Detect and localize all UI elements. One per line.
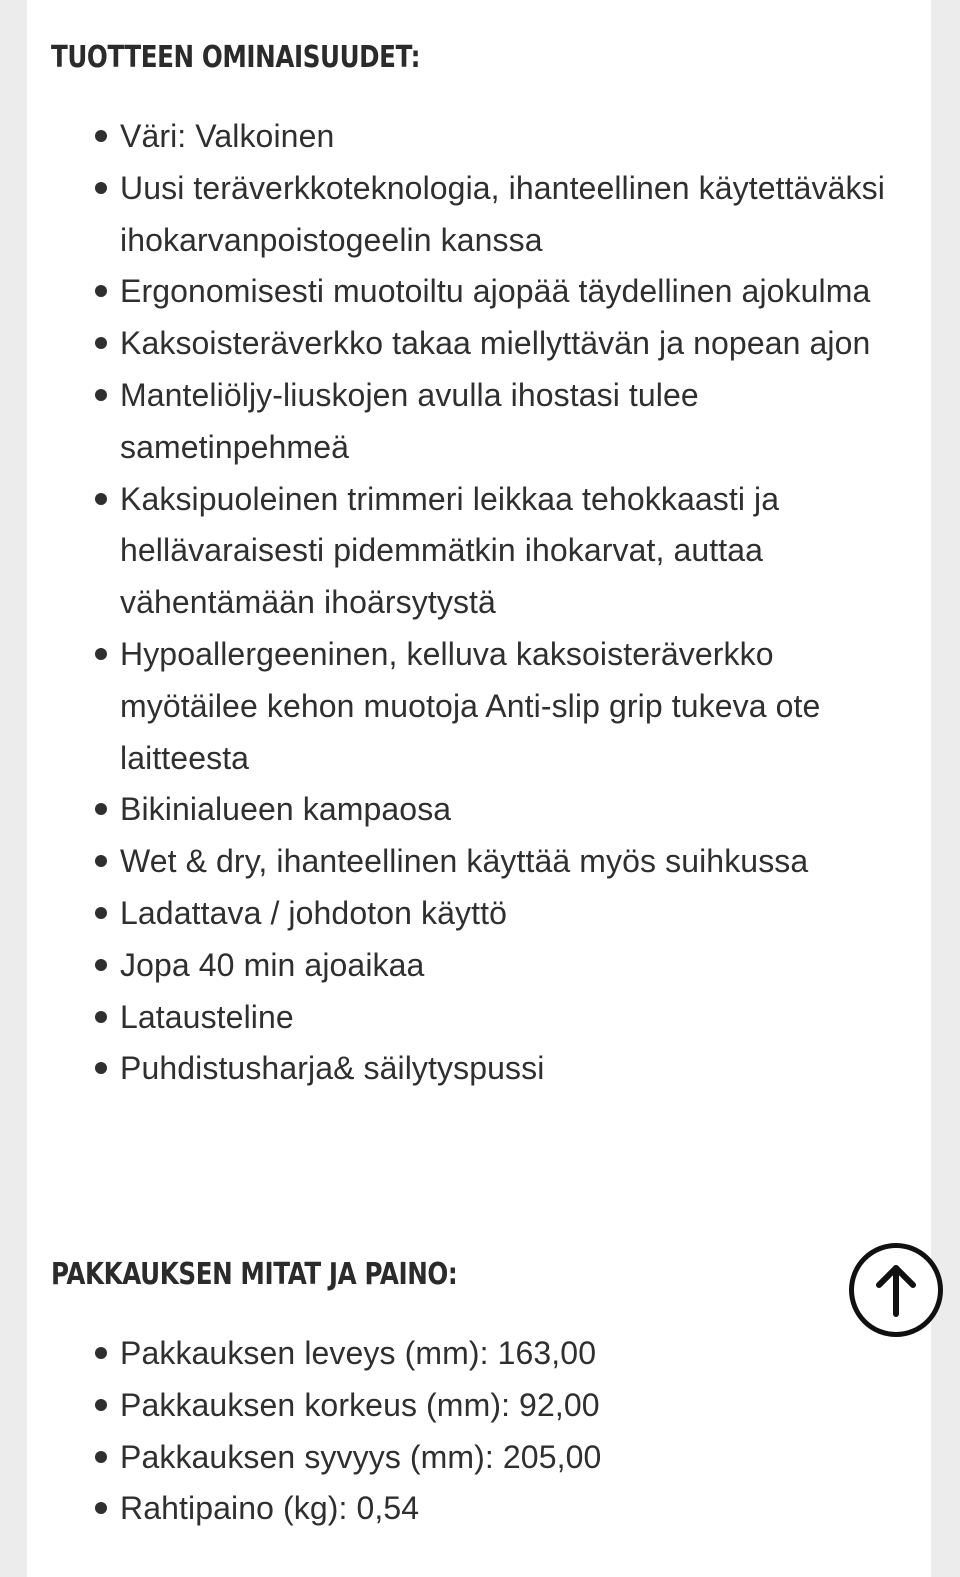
list-item [120,111,920,163]
list-item-text: Puhdistusharja& säilytyspussi [120,1050,545,1087]
list-item [120,940,920,992]
dimensions-list [120,1328,920,1535]
list-item [120,1380,920,1432]
bullet-icon [95,855,107,867]
list-item [120,1432,920,1484]
product-info-card [27,0,931,1577]
list-item-text: Bikinialueen kampaosa [120,791,452,828]
dimensions-heading: PAKKAUKSEN MITAT JA PAINO: [51,1257,458,1292]
list-item [120,992,920,1044]
bullet-icon [95,907,107,919]
bullet-icon [95,803,107,815]
bullet-icon [95,1502,107,1514]
list-item-text: Hypoallergeeninen, kelluva kaksoisteräverkko myötäilee kehon muotoja Anti-slip grip tukeva ote laitteesta [120,635,821,776]
list-item-text: Pakkauksen leveys (mm): 163,00 [120,1335,597,1371]
list-item-text: Rahtipaino (kg): 0,54 [120,1490,420,1527]
list-item-text: Kaksipuoleinen trimmeri leikkaa tehokkaasti ja hellävaraisesti pidemmätkin ihokarvat, auttaa vähentämään ihoärsytystä [120,480,780,621]
bullet-icon [95,1451,107,1463]
list-item [120,163,920,267]
list-item-text: Ladattava / johdoton käyttö [120,894,507,931]
list-item-text: Latausteline [120,998,294,1035]
list-item-text: Väri: Valkoinen [120,118,335,154]
list-item-text: Jopa 40 min ajoaikaa [120,946,425,983]
bullet-icon [95,182,107,194]
bullet-icon [95,1011,107,1023]
list-item-text: Uusi teräverkkoteknologia, ihanteellinen käytettäväksi ihokarvanpoistogeelin kanssa [120,169,885,258]
bullet-icon [95,1062,107,1074]
bullet-icon [95,130,107,142]
bullet-icon [95,648,107,660]
list-item [120,836,920,888]
list-item [120,629,920,784]
list-item [120,784,920,836]
features-heading: TUOTTEEN OMINAISUUDET: [51,40,421,75]
arrow-up-icon [854,1248,938,1332]
bullet-icon [95,1399,107,1411]
list-item [120,370,920,474]
features-list [120,111,920,1095]
bullet-icon [95,1347,107,1359]
list-item [120,474,920,629]
list-item-text: Manteliöljy-liuskojen avulla ihostasi tulee sametinpehmeä [120,376,699,465]
list-item [120,266,920,318]
bullet-icon [95,337,107,349]
list-item [120,1328,920,1380]
scroll-to-top-button[interactable] [849,1243,943,1337]
bullet-icon [95,959,107,971]
list-item [120,318,920,370]
list-item-text: Ergonomisesti muotoiltu ajopää täydellinen ajokulma [120,273,871,310]
list-item [120,1043,920,1095]
bullet-icon [95,285,107,297]
list-item-text: Pakkauksen syvyys (mm): 205,00 [120,1438,602,1475]
bullet-icon [95,389,107,401]
list-item [120,888,920,940]
list-item-text: Pakkauksen korkeus (mm): 92,00 [120,1386,600,1423]
list-item-text: Wet & dry, ihanteellinen käyttää myös suihkussa [120,843,809,880]
bullet-icon [95,493,107,505]
list-item-text: Kaksoisteräverkko takaa miellyttävän ja nopean ajon [120,325,871,362]
list-item [120,1483,920,1535]
